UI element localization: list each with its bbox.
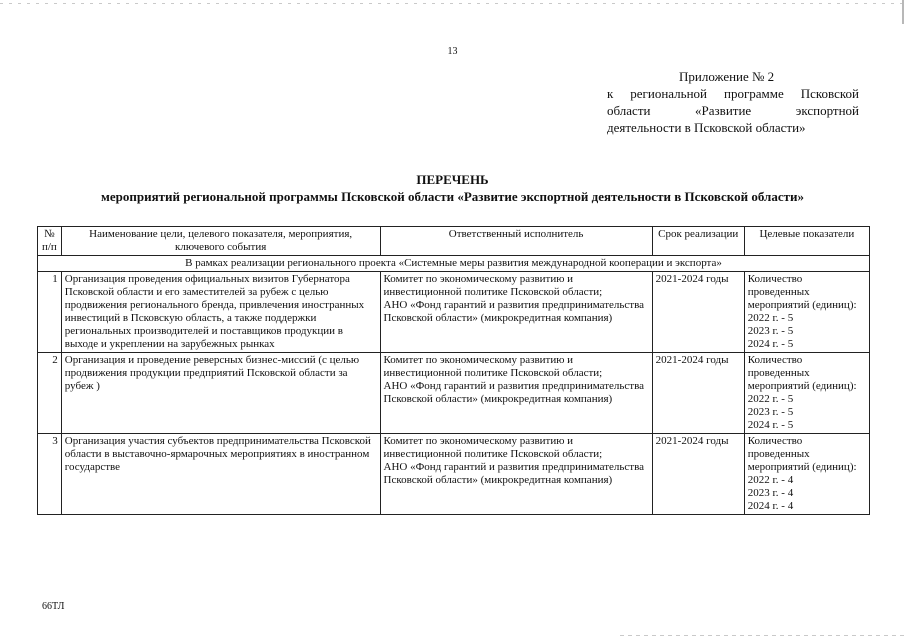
row-targets <box>744 434 869 515</box>
target-year: 2023 г. - 5 <box>747 325 794 337</box>
header-responsible: Ответственный исполнитель <box>380 227 652 256</box>
row-responsible <box>380 353 652 434</box>
appendix-line: деятельности в Псковской области» <box>607 120 806 135</box>
section-row <box>38 256 870 272</box>
row-responsible <box>380 434 652 515</box>
document-subtitle: мероприятий региональной программы Псковской области «Развитие экспортной деятельности в Псковской области» <box>101 189 804 204</box>
target-year: 2024 г. - 4 <box>747 500 794 512</box>
table-row <box>38 353 870 434</box>
table-row <box>38 434 870 515</box>
target-year: 2024 г. - 5 <box>747 419 794 431</box>
row-responsible <box>380 272 652 353</box>
target-year: 2023 г. - 4 <box>747 487 794 499</box>
header-name: Наименование цели, целевого показателя, мероприятия, ключевого события <box>61 227 380 256</box>
target-year: 2022 г. - 5 <box>747 393 794 405</box>
target-label: Количество проведенных мероприятий (единиц): <box>747 354 857 392</box>
appendix-line: к региональной программе Псковской <box>607 86 859 101</box>
scan-artifact-top <box>0 3 905 4</box>
table-header-row <box>38 227 870 256</box>
scan-artifact-bottom <box>620 635 905 636</box>
appendix-title: Приложение № 2 <box>679 69 775 84</box>
row-name: Организация участия субъектов предпринимательства Псковской области в выставочно-ярмарочных мероприятиях в иностранном государстве <box>61 434 380 515</box>
events-table <box>37 226 870 515</box>
responsible-fund: АНО «Фонд гарантий и развития предпринимательства Псковской области» (микрокредитная компания) <box>383 299 645 324</box>
footer-code: 66ТЛ <box>42 601 65 612</box>
target-label: Количество проведенных мероприятий (единиц): <box>747 273 857 311</box>
target-year: 2024 г. - 5 <box>747 338 794 350</box>
appendix-line: области «Развитие экспортной <box>607 103 859 118</box>
responsible-fund: АНО «Фонд гарантий и развития предпринимательства Псковской области» (микрокредитная компания) <box>383 380 645 405</box>
responsible-fund: АНО «Фонд гарантий и развития предпринимательства Псковской области» (микрокредитная компания) <box>383 461 645 486</box>
target-year: 2023 г. - 5 <box>747 406 794 418</box>
document-title: ПЕРЕЧЕНЬ <box>416 172 489 187</box>
target-year: 2022 г. - 4 <box>747 474 794 486</box>
row-num: 2 <box>38 353 62 434</box>
scan-artifact-right <box>902 0 904 24</box>
responsible-committee: Комитет по экономическому развитию и инвестиционной политике Псковской области; <box>383 273 603 298</box>
row-num: 1 <box>38 272 62 353</box>
header-targets: Целевые показатели <box>744 227 869 256</box>
responsible-committee: Комитет по экономическому развитию и инвестиционной политике Псковской области; <box>383 435 603 460</box>
row-name: Организация проведения официальных визитов Губернатора Псковской области и его заместителей за рубеж с целью продвижения регионального бренда, привлечения иностранных инвестиций в Псковскую область, а также поддержки региональных производителей и поставщиков продукции в выходе и укреплении на зарубежных рынках <box>61 272 380 353</box>
responsible-committee: Комитет по экономическому развитию и инвестиционной политике Псковской области; <box>383 354 603 379</box>
row-num: 3 <box>38 434 62 515</box>
row-term: 2021-2024 годы <box>652 353 744 434</box>
row-term: 2021-2024 годы <box>652 272 744 353</box>
target-label: Количество проведенных мероприятий (единиц): <box>747 435 857 473</box>
header-num: № п/п <box>38 227 62 256</box>
section-title: В рамках реализации регионального проекта «Системные меры развития международной кооперации и экспорта» <box>38 256 870 272</box>
row-name: Организация и проведение реверсных бизнес-миссий (с целью продвижения продукции предприятий Псковской области за рубеж ) <box>61 353 380 434</box>
target-year: 2022 г. - 5 <box>747 312 794 324</box>
page-number: 13 <box>447 46 458 57</box>
row-targets <box>744 353 869 434</box>
row-term: 2021-2024 годы <box>652 434 744 515</box>
table-row <box>38 272 870 353</box>
row-targets <box>744 272 869 353</box>
appendix-header <box>607 68 859 136</box>
header-term: Срок реализации <box>652 227 744 256</box>
